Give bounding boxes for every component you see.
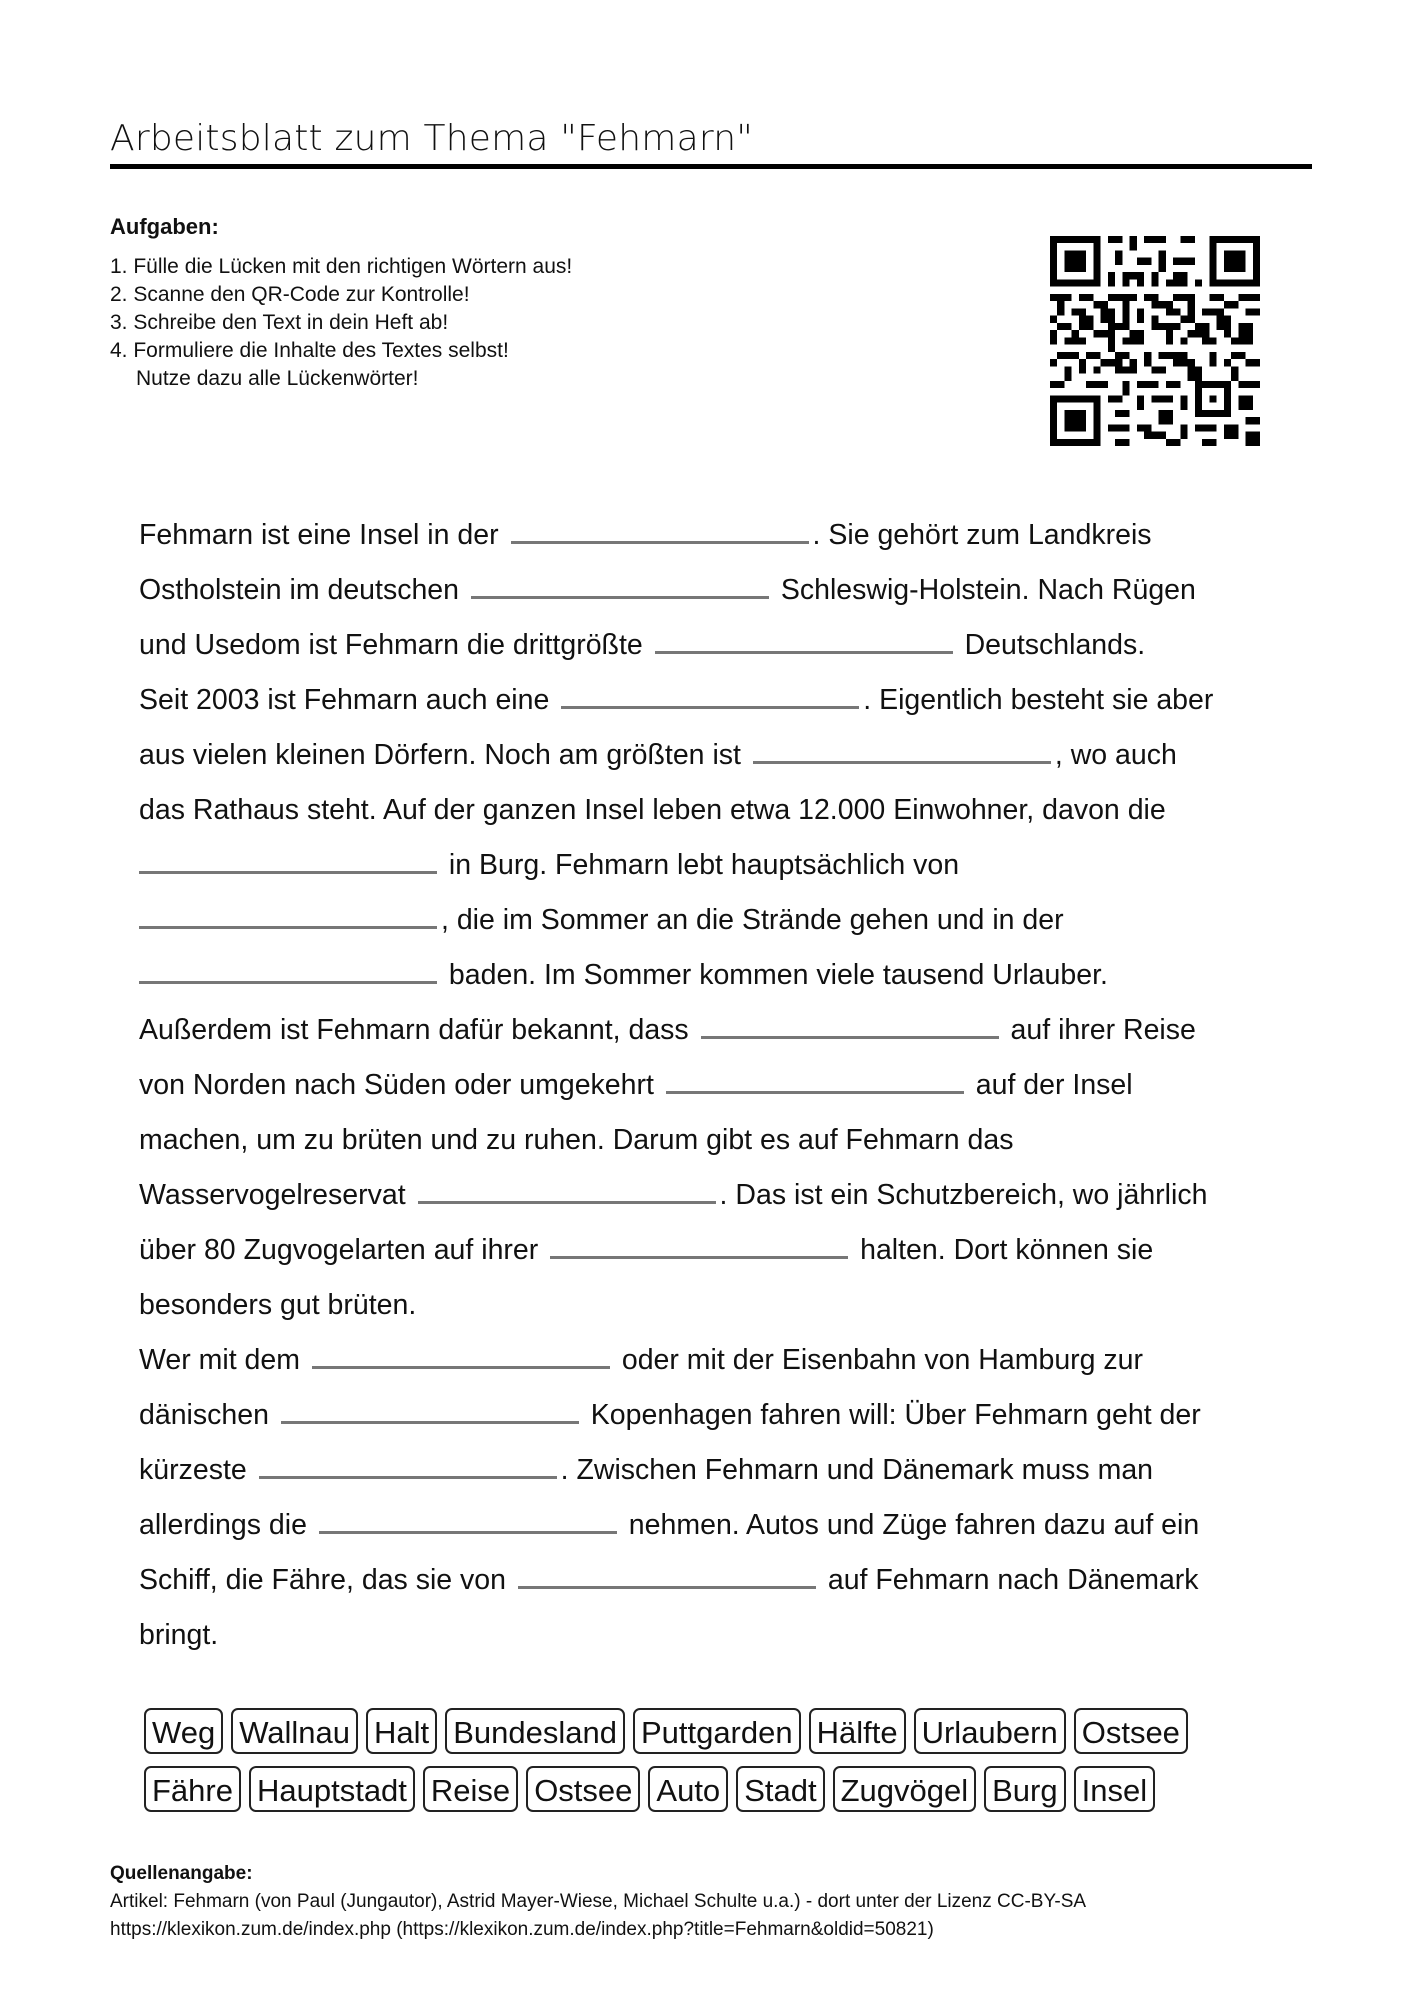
cloze-text-segment: allerdings die [139,1509,307,1541]
title-divider [110,164,1312,169]
cloze-text-segment: oder mit der Eisenbahn von Hamburg zur [621,1344,1144,1376]
qr-code-icon[interactable] [1050,236,1260,446]
cloze-text-segment: über 80 Zugvogelarten auf ihrer [139,1234,539,1266]
cloze-text [139,508,1279,1663]
cloze-text-segment: Fehmarn ist eine Insel in der [139,519,499,551]
blank-input[interactable] [471,570,769,599]
cloze-line [139,1168,1279,1223]
task-list [110,253,572,393]
word-chip[interactable]: Wallnau [231,1708,358,1754]
word-chip[interactable]: Fähre [144,1766,241,1812]
cloze-text-segment: . Zwischen Fehmarn und Dänemark muss man [560,1454,1154,1486]
cloze-text-segment: auf der Insel [975,1069,1133,1101]
blank-input[interactable] [139,955,437,984]
cloze-line [139,1498,1279,1553]
blank-input[interactable] [281,1395,579,1424]
cloze-line [139,1003,1279,1058]
cloze-text-segment: Deutschlands. [964,629,1146,661]
cloze-text-segment: halten. Dort können sie [860,1234,1154,1266]
task-item: 3. Schreibe den Text in dein Heft ab! [110,311,449,334]
word-chip[interactable]: Stadt [736,1766,824,1812]
blank-input[interactable] [666,1065,964,1094]
cloze-line [139,673,1279,728]
word-chip[interactable]: Reise [423,1766,518,1812]
word-chip[interactable]: Ostsee [526,1766,640,1812]
task-item: 4. Formuliere die Inhalte des Textes selbst! [110,339,509,362]
blank-input[interactable] [139,900,437,929]
cloze-text-segment: kürzeste [139,1454,247,1486]
cloze-text-segment: nehmen. Autos und Züge fahren dazu auf ein [628,1509,1200,1541]
cloze-line [139,1113,1279,1168]
cloze-text-segment: von Norden nach Süden oder umgekehrt [139,1069,654,1101]
cloze-line [139,563,1279,618]
cloze-text-segment: das Rathaus steht. Auf der ganzen Insel leben etwa 12.000 Einwohner, davon die [139,794,1166,826]
cloze-text-segment: auf Fehmarn nach Dänemark [827,1564,1199,1596]
word-chip[interactable]: Weg [144,1708,223,1754]
word-bank [144,1708,1284,1824]
cloze-line [139,508,1279,563]
word-chip[interactable]: Hauptstadt [249,1766,415,1812]
word-chip[interactable]: Insel [1074,1766,1155,1812]
blank-input[interactable] [259,1450,557,1479]
cloze-line [139,728,1279,783]
cloze-text-segment: . Sie gehört zum Landkreis [812,519,1152,551]
word-chip[interactable]: Auto [648,1766,728,1812]
cloze-text-segment: Seit 2003 ist Fehmarn auch eine [139,684,550,716]
cloze-text-segment: dänischen [139,1399,269,1431]
cloze-text-segment: Ostholstein im deutschen [139,574,459,606]
cloze-text-segment: Schiff, die Fähre, das sie von [139,1564,507,1596]
word-chip[interactable]: Puttgarden [633,1708,801,1754]
word-bank-row [144,1708,1284,1754]
cloze-text-segment: Außerdem ist Fehmarn dafür bekannt, dass [139,1014,689,1046]
cloze-text-segment: , wo auch [1054,739,1177,771]
cloze-text-segment: und Usedom ist Fehmarn die drittgrößte [139,629,643,661]
cloze-text-segment: Schleswig-Holstein. Nach Rügen [780,574,1196,606]
cloze-text-segment: auf ihrer Reise [1010,1014,1196,1046]
word-chip[interactable]: Halt [366,1708,437,1754]
cloze-line [139,1058,1279,1113]
task-item: 1. Fülle die Lücken mit den richtigen Wörtern aus! [110,255,573,278]
blank-input[interactable] [511,515,809,544]
blank-input[interactable] [518,1560,816,1589]
word-chip[interactable]: Burg [984,1766,1065,1812]
task-item: 2. Scanne den QR-Code zur Kontrolle! [110,283,470,306]
cloze-line [139,1443,1279,1498]
cloze-line [139,618,1279,673]
blank-input[interactable] [312,1340,610,1369]
cloze-text-segment: baden. Im Sommer kommen viele tausend Urlauber. [448,959,1108,991]
cloze-text-segment: Wer mit dem [139,1344,300,1376]
source-attribution [110,1860,1086,1944]
word-bank-row [144,1766,1284,1812]
sources-heading: Quellenangabe: [110,1863,253,1884]
cloze-text-segment: Wasservogelreservat [139,1179,406,1211]
cloze-line [139,1278,1279,1333]
cloze-text-segment: bringt. [139,1619,219,1651]
cloze-text-segment: aus vielen kleinen Dörfern. Noch am größten ist [139,739,741,771]
cloze-line [139,838,1279,893]
cloze-text-segment: besonders gut brüten. [139,1289,417,1321]
cloze-text-segment: machen, um zu brüten und zu ruhen. Darum gibt es auf Fehmarn das [139,1124,1014,1156]
blank-input[interactable] [418,1175,716,1204]
blank-input[interactable] [561,680,859,709]
blank-input[interactable] [701,1010,999,1039]
cloze-line [139,893,1279,948]
cloze-text-segment: in Burg. Fehmarn lebt hauptsächlich von [448,849,960,881]
cloze-text-segment: Kopenhagen fahren will: Über Fehmarn geht der [590,1399,1201,1431]
task-item: Nutze dazu alle Lückenwörter! [136,367,419,390]
cloze-line [139,783,1279,838]
cloze-text-segment: . Das ist ein Schutzbereich, wo jährlich [719,1179,1208,1211]
word-chip[interactable]: Hälfte [809,1708,906,1754]
source-link[interactable]: https://klexikon.zum.de/index.php (https://klexikon.zum.de/index.php?title=Fehmarn&oldid=50821) [110,1919,934,1940]
cloze-line [139,1223,1279,1278]
cloze-line [139,1333,1279,1388]
page-title: Arbeitsblatt zum Thema "Fehmarn" [110,118,753,159]
word-chip[interactable]: Ostsee [1074,1708,1188,1754]
word-chip[interactable]: Bundesland [445,1708,625,1754]
tasks-heading: Aufgaben: [110,214,219,239]
blank-input[interactable] [319,1505,617,1534]
cloze-line [139,1388,1279,1443]
cloze-text-segment: . Eigentlich besteht sie aber [863,684,1214,716]
cloze-line [139,948,1279,1003]
blank-input[interactable] [550,1230,848,1259]
blank-input[interactable] [753,735,1051,764]
cloze-line [139,1608,1279,1663]
cloze-text-segment: , die im Sommer an die Strände gehen und in der [441,904,1064,936]
blank-input[interactable] [655,625,953,654]
word-chip[interactable]: Zugvögel [833,1766,977,1812]
source-line: Artikel: Fehmarn (von Paul (Jungautor), Astrid Mayer-Wiese, Michael Schulte u.a.) - dort unter der Lizenz CC-BY-SA [110,1891,1087,1912]
blank-input[interactable] [139,845,437,874]
word-chip[interactable]: Urlaubern [914,1708,1066,1754]
cloze-line [139,1553,1279,1608]
